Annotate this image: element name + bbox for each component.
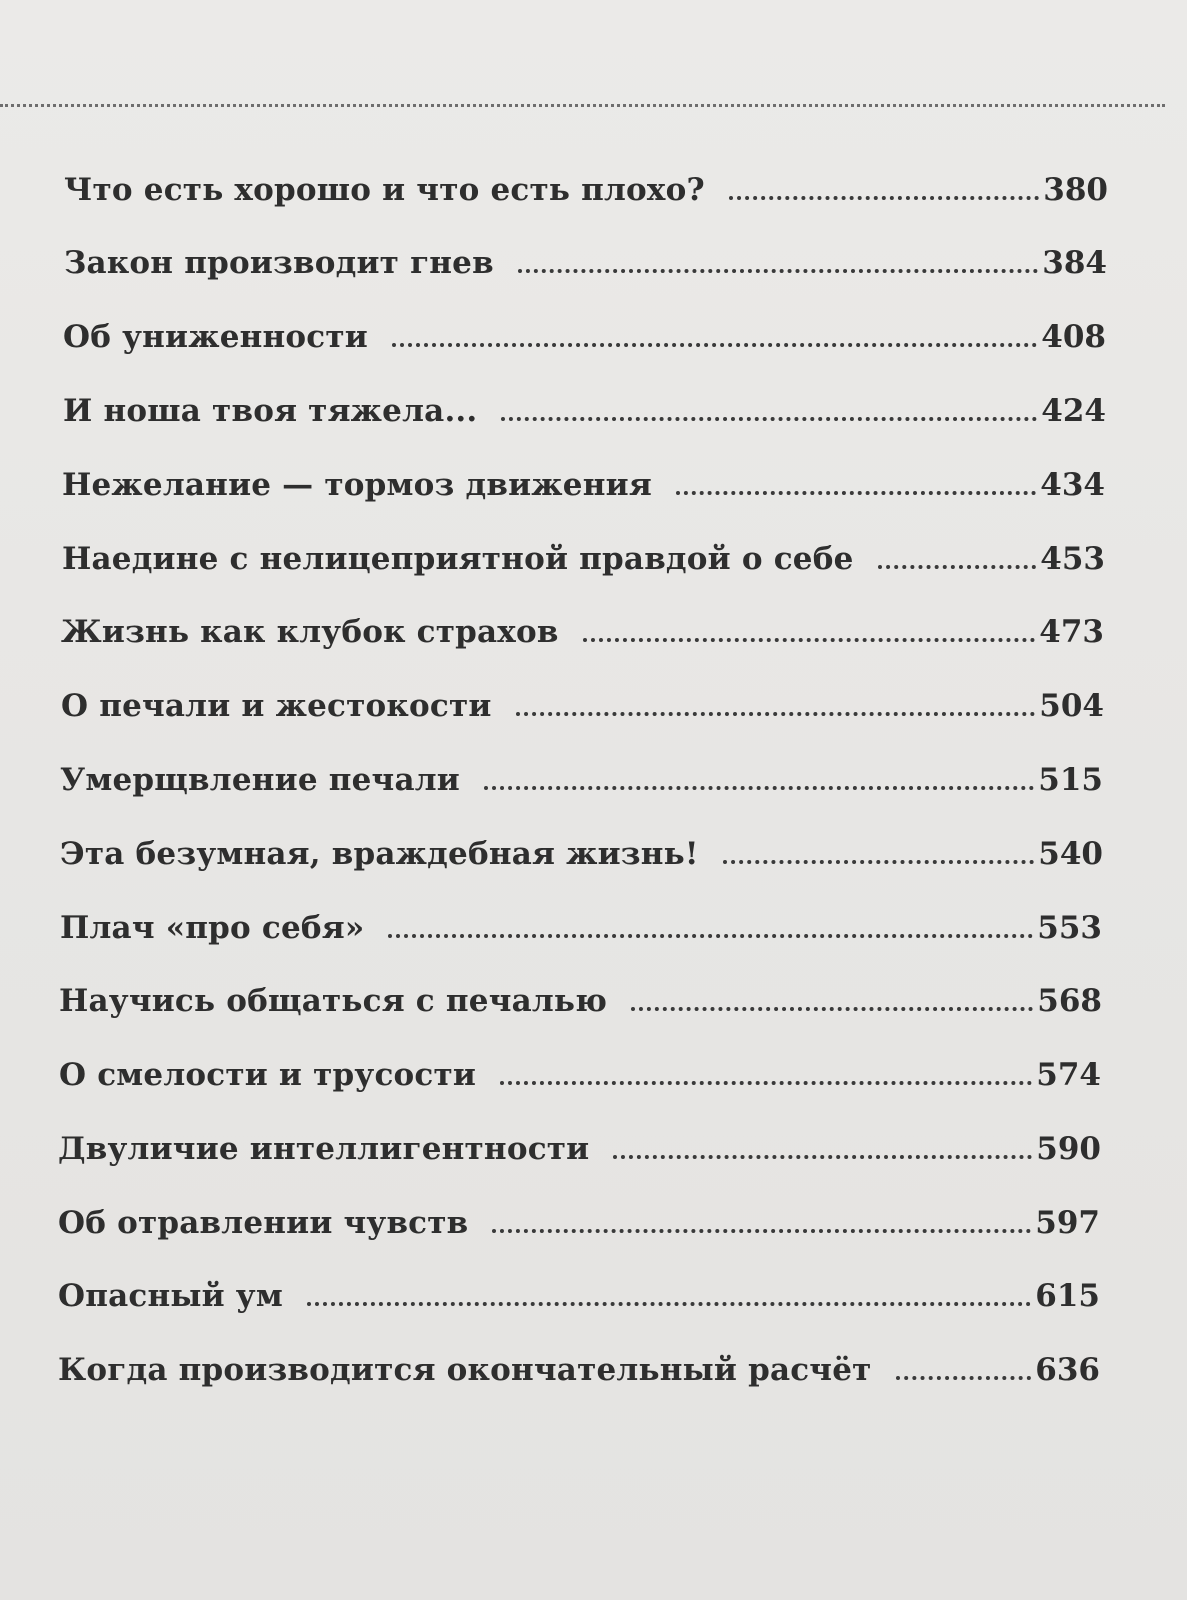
toc-entry-title: О смелости и трусости xyxy=(59,1057,477,1093)
toc-entry-title: Об униженности xyxy=(63,319,368,355)
toc-entry xyxy=(60,762,1103,808)
toc-entry-page: 434 xyxy=(1040,467,1105,503)
toc-entry-page: 473 xyxy=(1039,614,1104,650)
toc-entry xyxy=(63,319,1106,365)
toc-entry-title: Умерщвление печали xyxy=(60,762,460,798)
toc-entry-page: 424 xyxy=(1041,393,1106,429)
toc-entry xyxy=(61,688,1104,734)
toc-entry-title: О печали и жестокости xyxy=(61,688,492,724)
toc-entry-title: Нежелание — тормоз движения xyxy=(62,467,652,503)
toc-entry-title: Закон производит гнев xyxy=(64,245,494,281)
toc-entry-page: 453 xyxy=(1040,541,1105,577)
toc-entry xyxy=(58,1205,1100,1251)
toc-entry xyxy=(60,836,1103,882)
toc-entry-title: И ноша твоя тяжела... xyxy=(63,393,478,429)
toc-entry xyxy=(64,172,1108,218)
toc-entry xyxy=(58,1131,1101,1177)
toc-entry xyxy=(62,467,1105,513)
toc-entry-title: Двуличие интеллигентности xyxy=(58,1131,590,1167)
toc-leader-dots xyxy=(518,269,1038,273)
toc-entry-title: Что есть хорошо и что есть плохо? xyxy=(64,172,705,208)
toc-entry-page: 408 xyxy=(1041,319,1106,355)
toc-leader-dots xyxy=(723,860,1035,864)
toc-entry-title: Когда производится окончательный расчёт xyxy=(58,1352,872,1388)
toc-leader-dots xyxy=(878,565,1037,569)
toc-entry xyxy=(58,1352,1100,1398)
toc-entry xyxy=(62,541,1105,587)
toc-entry-title: Жизнь как клубок страхов xyxy=(61,614,559,650)
toc-leader-dots xyxy=(501,417,1037,421)
toc-entry xyxy=(59,1057,1101,1103)
toc-leader-dots xyxy=(613,1155,1032,1159)
toc-entry-title: Опасный ум xyxy=(58,1278,283,1314)
toc-entry-page: 597 xyxy=(1035,1205,1100,1241)
toc-entry-title: Наедине с нелицеприятной правдой о себе xyxy=(62,541,854,577)
toc-entry-title: Научись общаться с печалью xyxy=(59,983,608,1019)
toc-entry-title: Эта безумная, враждебная жизнь! xyxy=(60,836,699,872)
toc-entry xyxy=(58,1278,1100,1324)
toc-entry-page: 540 xyxy=(1038,836,1103,872)
toc-leader-dots xyxy=(392,343,1037,347)
toc-leader-dots xyxy=(896,1376,1032,1380)
toc-entry-title: Об отравлении чувств xyxy=(58,1205,469,1241)
toc-leader-dots xyxy=(631,1007,1033,1011)
toc-leader-dots xyxy=(729,196,1039,200)
toc-entry-page: 553 xyxy=(1037,910,1102,946)
toc-entry-page: 568 xyxy=(1037,983,1102,1019)
toc-entry-page: 380 xyxy=(1043,172,1108,208)
toc-entry-page: 574 xyxy=(1036,1057,1101,1093)
toc-leader-dots xyxy=(307,1302,1031,1306)
toc-entry-title: Плач «про себя» xyxy=(60,910,365,946)
toc-leader-dots xyxy=(676,491,1036,495)
toc-leader-dots xyxy=(500,1081,1032,1085)
toc-leader-dots xyxy=(388,934,1033,938)
toc-entry xyxy=(64,245,1107,291)
toc-entry-page: 504 xyxy=(1039,688,1104,724)
toc-entry-page: 384 xyxy=(1042,245,1107,281)
toc-leader-dots xyxy=(516,712,1036,716)
toc-entry xyxy=(63,393,1106,439)
toc-entry-page: 515 xyxy=(1038,762,1103,798)
toc-leader-dots xyxy=(492,1229,1031,1233)
toc-leader-dots xyxy=(484,786,1034,790)
toc-entry xyxy=(60,910,1102,956)
toc-entry-page: 615 xyxy=(1035,1278,1100,1314)
toc-entry-page: 590 xyxy=(1036,1131,1101,1167)
toc-entry xyxy=(59,983,1102,1029)
toc-entry-page: 636 xyxy=(1035,1352,1100,1388)
toc-entry xyxy=(61,614,1104,660)
toc-leader-dots xyxy=(583,638,1036,642)
